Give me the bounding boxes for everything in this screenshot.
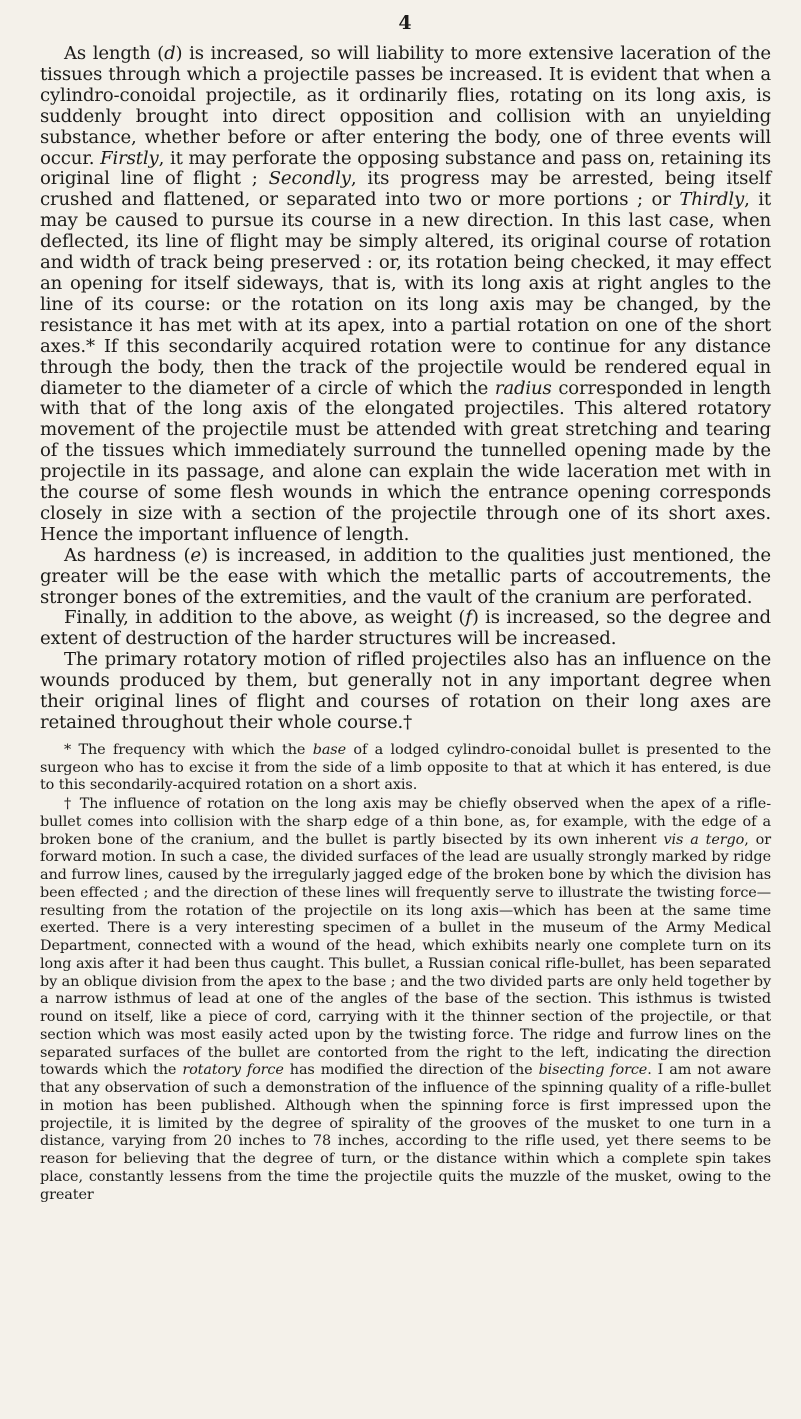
page-number: 4 [398,12,413,34]
paragraph-weight: Finally, in addition to the above, as weight (f) is increased, so the degree and extent of destruction of the harder structures will be increased. [40,607,771,650]
paragraph-rotation: The primary rotatory motion of rifled projectiles also has an influence on the wounds produced by them, but generally not in any important degree when their original lines of flight and courses of rotation on their long axes are retained throughout their whole course.† [40,649,771,733]
footnote-dagger: † The influence of rotation on the long axis may be chiefly observed when the apex of a rifle-bullet comes into collision with the sharp edge of a thin bone, as, for example, with the edge of a broken bone of the cranium, and the bullet is partly bisected by its own inherent vis a tergo, or forward motion. In such a case, the divided surfaces of the lead are usually strongly marked by ridge and furrow lines, caused by the irregularly jagged edge of the broken bone by which the division has been effected ; and the direction of these lines will frequently serve to illustrate the twisting force—resulting from the rotation of the projectile on its long axis—which has been at the same time exerted. There is a very interesting specimen of a bullet in the museum of the Army Medical Department, connected with a wound of the head, which exhibits nearly one complete turn on its long axis after it had been thus caught. This bullet, a Russian conical rifle-bullet, has been separated by an oblique division from the apex to the base ; and the two divided parts are only held together by a narrow isthmus of lead at one of the angles of the base of the section. This isthmus is twisted round on itself, like a piece of cord, carrying with it the thinner section of the projectile, or that section which was most easily acted upon by the twisting force. The ridge and furrow lines on the separated surfaces of the bullet are contorted from the right to the left, indicating the direction towards which the rotatory force has modified the direction of the bisecting force. I am not aware that any observation of such a demonstration of the influence of the spinning quality of a rifle-bullet in motion has been published. Although when the spinning force is first impressed upon the projectile, it is limited by the degree of spirality of the grooves of the musket to one turn in a distance, varying from 20 inches to 78 inches, according to the rifle used, yet there seems to be reason for believing that the degree of turn, or the distance within which a complete spin takes place, constantly lessens from the time the projectile quits the muzzle of the musket, owing to the greater [40,796,772,1203]
body-text [40,44,771,734]
paragraph-length: As length (d) is increased, so will liability to more extensive laceration of the tissues through which a projectile passes be increased. It is evident that when a cylindro-conoidal projectile, as it ordinarily flies, rotating on its long axis, is suddenly brought into direct opposition and collision with an unyielding substance, whether before or after entering the body, one of three events will occur. Firstly, it may perforate the opposing substance and pass on, retaining its original line of flight ; Secondly, its progress may be arrested, being itself crushed and flattened, or separated into two or more portions ; or Thirdly, it may be caused to pursue its course in a new direction. In this last case, when deflected, its line of flight may be simply altered, its original course of rotation and width of track being preserved : or, its rotation being checked, it may effect an opening for itself sideways, that is, with its long axis at right angles to the line of its course: or the rotation on its long axis may be changed, by the resistance it has met with at its apex, into a partial rotation on one of the short axes.* If this secondarily acquired rotation were to continue for any distance through the body, then the track of the projectile would be rendered equal in diameter to the diameter of a circle of which the radius corresponded in length with that of the long axis of the elongated projectiles. This altered rotatory movement of the projectile must be attended with great stretching and tearing of the tissues which immediately surround the tunnelled opening made by the projectile in its passage, and alone can explain the wide laceration met with in the course of some flesh wounds in which the entrance opening corresponds closely in size with a section of the projectile through one of its short axes. Hence the important influence of length. [40,43,771,545]
footnotes [40,742,771,1205]
paragraph-hardness: As hardness (e) is increased, in addition to the qualities just mentioned, the greater will be the ease with which the metallic parts of accoutrements, the stronger bones of the extremities, and the vault of the cranium are perforated. [40,544,771,608]
footnote-asterisk: * The frequency with which the base of a lodged cylindro-conoidal bullet is presented to the surgeon who has to excise it from the side of a limb opposite to that at which it has entered, is due to this secondarily-acquired rotation on a short axis. [40,741,772,794]
